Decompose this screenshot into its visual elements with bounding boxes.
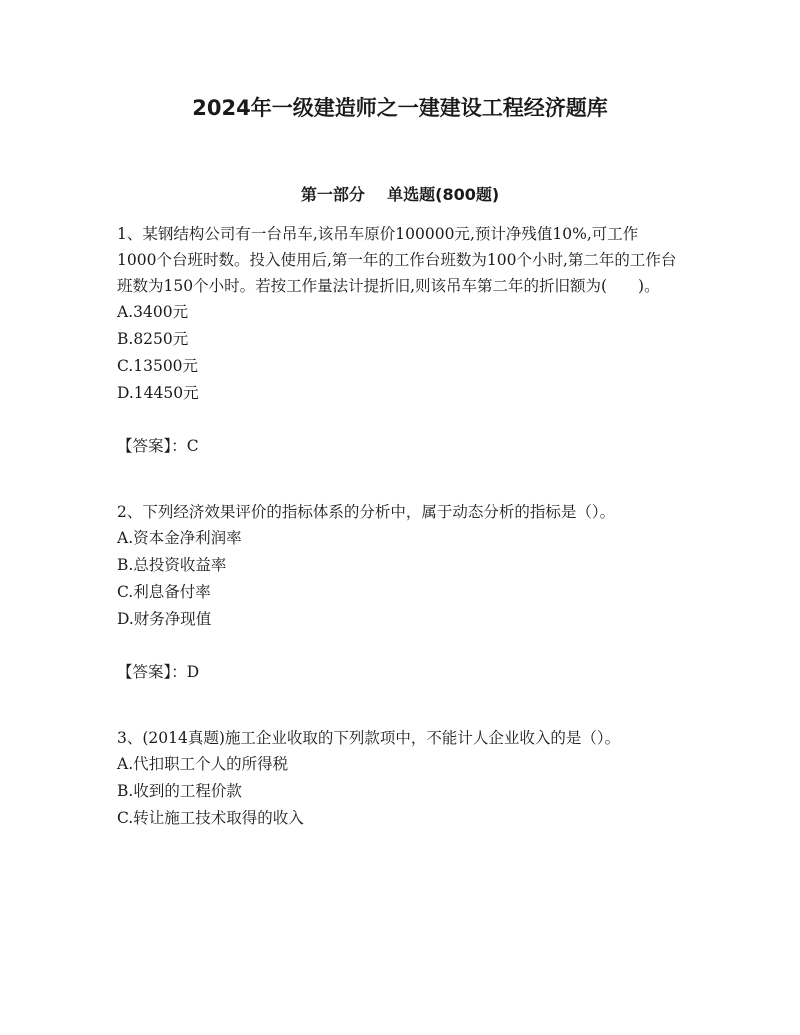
option-d: D.财务净现值 (117, 610, 212, 628)
question-3 (117, 725, 677, 832)
spacer (117, 459, 677, 499)
option-c: C.利息备付率 (117, 583, 211, 601)
answer-line (117, 433, 677, 459)
option-a: A.3400元 (117, 303, 189, 321)
answer-value: D (186, 663, 200, 681)
question-stem: 2、下列经济效果评价的指标体系的分析中，属于动态分析的指标是（）。 (117, 503, 616, 521)
option-a: A.代扣职工个人的所得税 (117, 755, 289, 773)
option-b: B.收到的工程价款 (117, 782, 242, 800)
document-title: 2024年一级建造师之一建建设工程经济题库 (192, 96, 608, 120)
answer-line (117, 659, 677, 685)
option-b: B.总投资收益率 (117, 556, 227, 574)
answer-label: 【答案】： (117, 437, 187, 455)
section-title: 第一部分 单选题(800题) (300, 185, 500, 204)
question-list (117, 221, 677, 832)
option-c: C.13500元 (117, 357, 199, 375)
option-a: A.资本金净利润率 (117, 529, 242, 547)
option-b: B.8250元 (117, 330, 189, 348)
question-2 (117, 499, 677, 685)
option-d: D.14450元 (117, 384, 199, 402)
question-stem: 1、某钢结构公司有一台吊车,该吊车原价100000元,预计净残值10%,可工作1000个台班时数。投入使用后,第一年的工作台班数为100个小时,第二年的工作台班数为150个小时。若按工作量法计提折旧,则该吊车第二年的折旧额为( )。 (117, 225, 677, 295)
spacer (117, 685, 677, 725)
option-c: C.转让施工技术取得的收入 (117, 809, 304, 827)
answer-value: C (186, 437, 199, 455)
question-stem: 3、(2014真题)施工企业收取的下列款项中，不能计人企业收入的是（）。 (117, 729, 621, 747)
answer-label: 【答案】： (117, 663, 187, 681)
question-1 (117, 221, 677, 459)
